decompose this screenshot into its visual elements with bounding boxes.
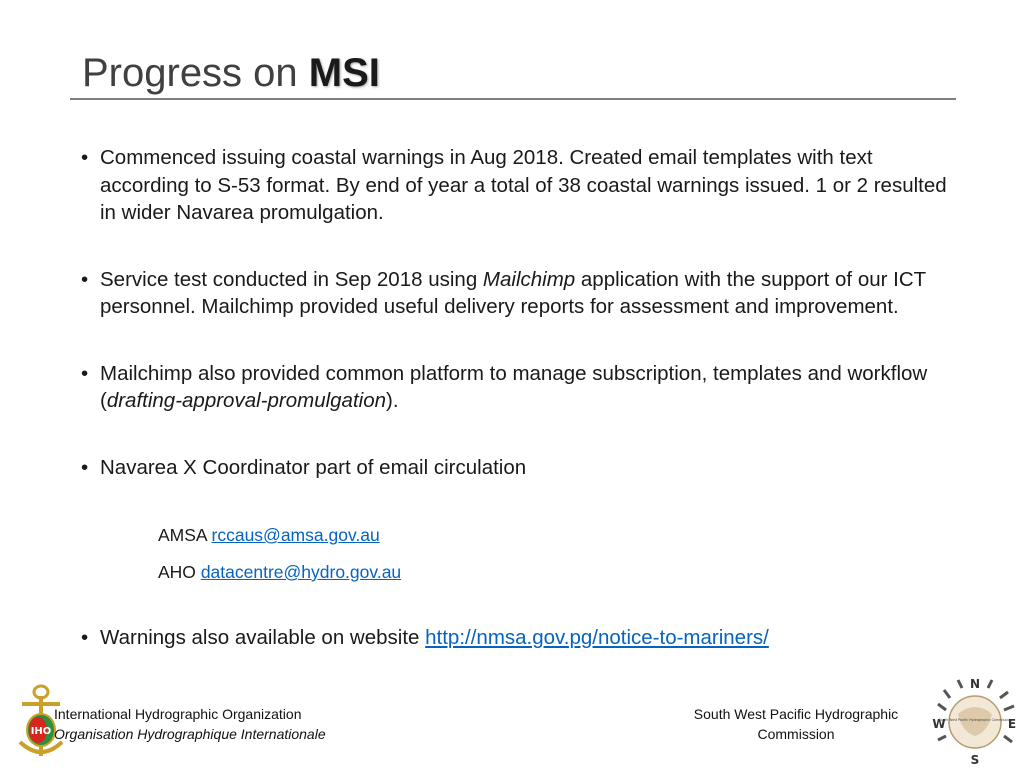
bullet-coastal-warnings (80, 144, 955, 227)
slide-title (82, 46, 380, 100)
bullet-service-test-text: Service test conducted in Sep 2018 using (100, 267, 483, 291)
bullet-mailchimp-text-rest: ). (386, 389, 399, 412)
title-underline (70, 98, 956, 100)
compass-w: W (932, 717, 946, 731)
footer-iho-french: Organisation Hydrographique Internationale (54, 726, 326, 742)
footer-iho-english: International Hydrographic Organization (54, 706, 302, 722)
contact-amsa (158, 523, 380, 547)
email-link-aho[interactable]: datacentre@hydro.gov.au (200, 562, 402, 582)
website-link[interactable]: http://nmsa.gov.pg/notice-to-mariners/ (425, 626, 769, 649)
footer-iho (54, 704, 326, 744)
bullet-coastal-warnings-text: Commenced issuing coastal warnings in Aug 2018. Created email templates with text according to S-53 format. By end of year a total of 38 coastal warnings issued. 1 or 2 resulted in wider Navarea promulgation. (100, 146, 947, 224)
compass-s: S (970, 753, 980, 766)
mailchimp-italic: Mailchimp (482, 267, 576, 291)
workflow-italic: drafting-approval-promulgation (106, 389, 387, 412)
swphc-logo-text: South West Pacific Hydrographic Commission (938, 718, 1012, 722)
slide-title-prefix: Progress on (82, 51, 309, 95)
iho-logo-text: IHO (30, 726, 52, 737)
footer-swphc (672, 704, 920, 744)
bullet-list (80, 144, 955, 481)
bullet-website-text: Warnings also available on website (100, 626, 426, 649)
bullet-navarea-coordinator (80, 454, 955, 482)
compass-e: E (1007, 717, 1017, 731)
email-link-amsa[interactable]: rccaus@amsa.gov.au (211, 525, 380, 545)
bullet-navarea-text: Navarea X Coordinator part of email circulation (100, 455, 527, 479)
compass-n: N (969, 677, 981, 691)
swphc-compass-logo (932, 674, 1018, 766)
bullet-list-website (80, 624, 955, 652)
bullet-mailchimp-text: Mailchimp also provided common platform to manage subscription, templates and workflow ( (100, 361, 928, 412)
bullet-service-test-text-rest: application with the support of our ICT personnel. Mailchimp provided useful delivery reports for assessment and improvement. (100, 267, 926, 318)
bullet-website (80, 624, 955, 652)
contact-aho (158, 560, 401, 584)
contact-org-aho: AHO (158, 562, 196, 582)
contact-org-amsa: AMSA (158, 525, 207, 545)
footer-swphc-line1: South West Pacific Hydrographic (693, 706, 899, 722)
bullet-mailchimp-platform (80, 360, 955, 415)
slide-title-emphasis: MSI (308, 51, 380, 95)
footer-swphc-line2: Commission (757, 726, 835, 742)
bullet-service-test (80, 266, 955, 321)
